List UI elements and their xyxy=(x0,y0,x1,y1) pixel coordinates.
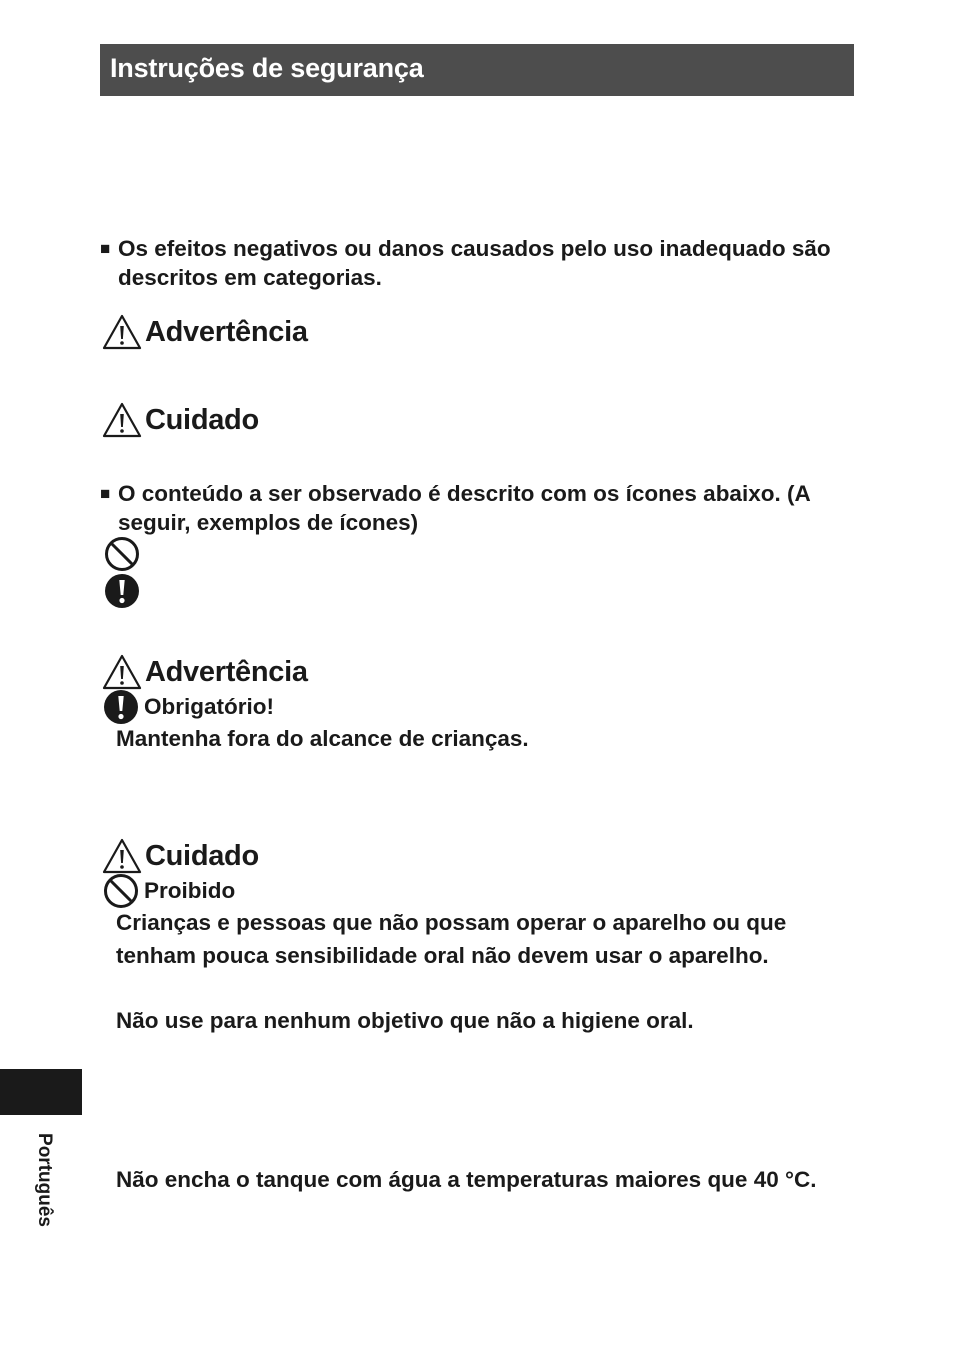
prohibited-label-row xyxy=(103,873,235,909)
bullet-square-icon: ■ xyxy=(100,239,111,258)
mandatory-icon xyxy=(103,689,139,725)
warning-triangle-icon xyxy=(102,402,142,438)
warning-section-title: Advertência xyxy=(145,655,308,688)
category-warning-label: Advertência xyxy=(145,315,308,348)
warning-triangle-icon xyxy=(102,838,142,874)
prohibited-icon xyxy=(104,536,140,572)
bullet-square-icon: ■ xyxy=(100,484,111,503)
caution-item: Crianças e pessoas que não possam operar o aparelho ou que tenham pouca sensibilidade oral não devem usar o aparelho. xyxy=(116,910,787,968)
bullet-text: Os efeitos negativos ou danos causados pelo uso inadequado são descritos em categorias. xyxy=(118,236,831,290)
mandatory-icon xyxy=(104,573,140,609)
warning-triangle-icon xyxy=(102,654,142,690)
caution-item: Não encha o tanque com água a temperaturas maiores que 40 °C. xyxy=(116,1167,817,1192)
category-caution-label: Cuidado xyxy=(145,403,259,436)
bullet-text: O conteúdo a ser observado é descrito com os ícones abaixo. (A seguir, exemplos de ícones) xyxy=(118,481,810,535)
warning-triangle-icon xyxy=(102,314,142,350)
warning-item: Mantenha fora do alcance de crianças. xyxy=(116,726,529,751)
category-warning xyxy=(102,312,308,352)
warning-section-heading xyxy=(102,652,308,692)
caution-section-title: Cuidado xyxy=(145,839,259,872)
page-title: Instruções de segurança xyxy=(110,53,424,83)
mandatory-label-row xyxy=(103,689,274,725)
prohibited-icon xyxy=(103,873,139,909)
category-caution xyxy=(102,400,259,440)
language-label: Português xyxy=(34,1133,55,1227)
mandatory-label: Obrigatório! xyxy=(144,694,274,719)
language-tab-marker xyxy=(0,1069,82,1115)
prohibited-label: Proibido xyxy=(144,878,236,903)
caution-section-heading xyxy=(102,836,259,876)
section-header xyxy=(100,44,854,96)
caution-item: Não use para nenhum objetivo que não a higiene oral. xyxy=(116,1008,694,1033)
